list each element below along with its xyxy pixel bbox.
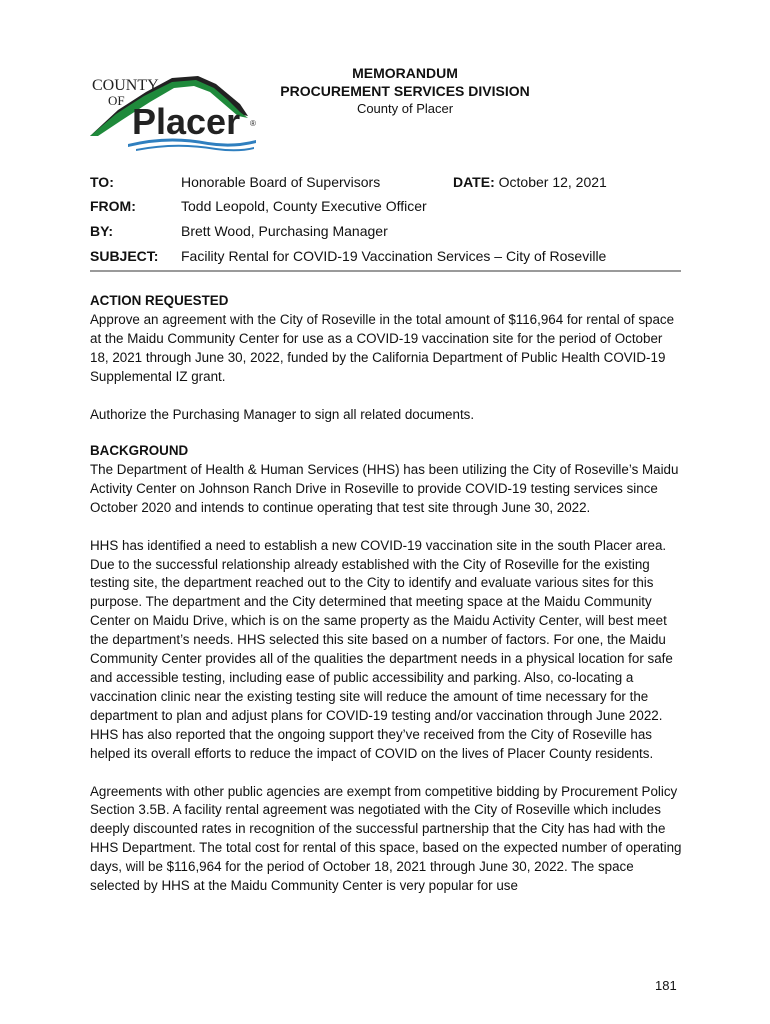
background-paragraph-2: HHS has identified a need to establish a new COVID-19 vaccination site in the south Placer area. Due to the successful relationship already established with the City of Roseville for the existing testing site, the department reached out to the City to identify and evaluate various sites for this purpose. The department and the City determined that meeting space at the Maidu Community Center on Maidu Drive, which is on the same property as the Maidu Activity Center, will best meet the department’s needs. HHS selected this site based on a number of factors. For one, the Maidu Community Center provides all of the qualities the department needs in a physical location for safe and accessible testing, including ease of public accessibility and parking. Also, co-locating a vaccination clinic near the existing testing site will reduce the amount of time necessary for the department to plan and adjust plans for COVID-19 testing and/or vaccination through June 2022. HHS has also reported that the ongoing support they’ve received from the City of Roseville has helped its overall efforts to reduce the impact of COVID on the lives of Placer County residents. xyxy=(90,537,673,761)
by-value: Brett Wood, Purchasing Manager xyxy=(181,223,388,239)
background-section xyxy=(90,442,684,896)
date-label: DATE: xyxy=(453,174,495,190)
to-label: TO: xyxy=(90,174,114,190)
to-value: Honorable Board of Supervisors xyxy=(181,174,381,190)
logo-county-text: COUNTY xyxy=(92,77,159,94)
memo-date xyxy=(453,174,607,190)
memo-header xyxy=(230,64,580,118)
from-label: FROM: xyxy=(90,198,136,214)
logo-placer-text: Placer xyxy=(132,101,241,142)
header-divider xyxy=(90,270,681,272)
page-number: 181 xyxy=(655,978,677,993)
background-paragraph-3: Agreements with other public agencies are exempt from competitive bidding by Procurement Policy Section 3.5B. A facility rental agreement was negotiated with the City of Roseville which includes deeply discounted rates in recognition of the successful partnership that the City has had with the HHS Department. The total cost for rental of this space, based on the expected number of operating days, will be $116,964 for the period of October 18, 2021 through June 30, 2022. The space selected by HHS at the Maidu Community Center is very popular for use xyxy=(90,783,682,894)
subject-value: Facility Rental for COVID-19 Vaccination Services – City of Roseville xyxy=(181,248,607,264)
action-requested-section xyxy=(90,292,684,424)
action-requested-title: ACTION REQUESTED xyxy=(90,293,229,308)
division-name: PROCUREMENT SERVICES DIVISION xyxy=(280,83,530,99)
background-title: BACKGROUND xyxy=(90,443,189,458)
action-paragraph-2: Authorize the Purchasing Manager to sign all related documents. xyxy=(90,406,475,422)
by-label: BY: xyxy=(90,223,114,239)
memo-title: MEMORANDUM xyxy=(352,65,458,81)
date-value: October 12, 2021 xyxy=(498,174,607,190)
subject-label: SUBJECT: xyxy=(90,248,159,264)
county-name: County of Placer xyxy=(356,101,454,116)
background-paragraph-1: The Department of Health & Human Services (HHS) has been utilizing the City of Roseville’s Maidu Activity Center on Johnson Ranch Drive in Roseville to provide COVID-19 testing services since October 2020 and intends to continue operating that test site through June 30, 2022. xyxy=(90,461,679,515)
from-value: Todd Leopold, County Executive Officer xyxy=(181,198,427,214)
logo-of-text: OF xyxy=(108,93,125,108)
logo-registered-mark: ® xyxy=(250,119,256,128)
action-paragraph-1: Approve an agreement with the City of Roseville in the total amount of $116,964 for rental of space at the Maidu Community Center for use as a COVID-19 vaccination site for the period of October 18, 2021 through June 30, 2022, funded by the California Department of Public Health COVID-19 Supplemental IZ grant. xyxy=(90,311,675,384)
